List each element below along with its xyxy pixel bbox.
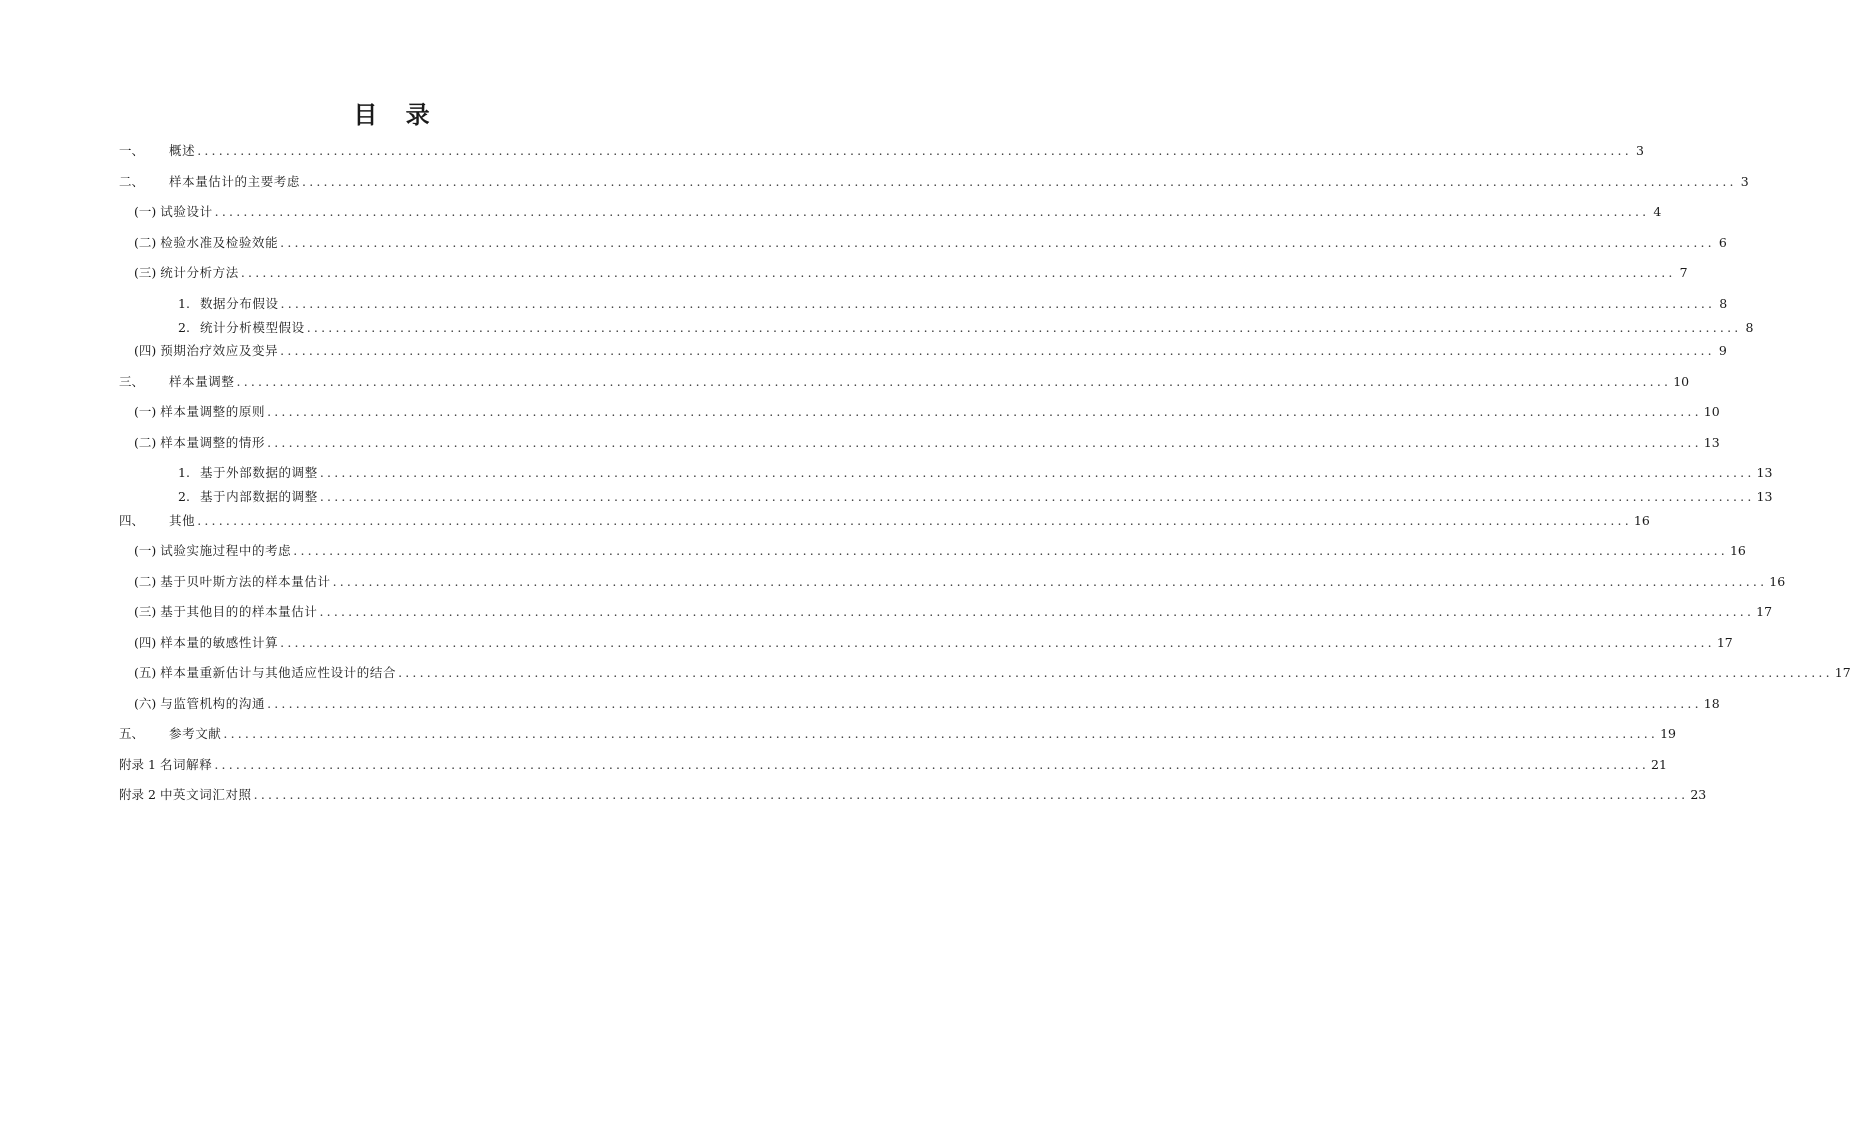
leader-dots: ........................................................................................................................................................................................................ — [197, 513, 1632, 528]
toc-label: 基于其他目的的样本量估计 — [160, 604, 318, 619]
toc-link[interactable] — [134, 433, 1720, 453]
toc-page-number: 7 — [1679, 265, 1688, 280]
toc-label: 基于贝叶斯方法的样本量估计 — [160, 574, 331, 589]
leader-dots: ........................................................................................................................................................................................................ — [240, 265, 1676, 280]
leader-dots: ........................................................................................................................................................................................................ — [223, 726, 1659, 741]
leader-dots: ........................................................................................................................................................................................................ — [197, 143, 1632, 158]
toc-link[interactable] — [119, 141, 1644, 161]
leader-dots: ........................................................................................................................................................................................................ — [398, 665, 1833, 680]
toc-label: 样本量调整的原则 — [160, 404, 266, 419]
toc-entry — [134, 263, 1688, 283]
leader-dots: ........................................................................................................................................................................................................ — [280, 296, 1716, 311]
toc-page-number: 10 — [1703, 404, 1720, 419]
toc-page-number: 17 — [1756, 604, 1773, 619]
toc-link[interactable] — [119, 511, 1650, 531]
toc-number: (三) — [134, 265, 157, 280]
toc-page-number: 21 — [1651, 757, 1667, 772]
toc-link[interactable] — [134, 602, 1773, 622]
leader-dots: ........................................................................................................................................................................................................ — [319, 489, 1755, 504]
toc-entry — [119, 785, 1707, 805]
toc-entry — [134, 402, 1720, 422]
toc-label: 样本量调整的情形 — [160, 435, 266, 450]
toc-entry — [178, 487, 1773, 507]
toc-link[interactable] — [134, 694, 1720, 714]
toc-number: (四) — [134, 635, 157, 650]
toc-page-number: 3 — [1740, 174, 1749, 189]
toc-page-number: 16 — [1633, 513, 1650, 528]
toc-label: 样本量调整 — [169, 374, 235, 389]
toc-link[interactable] — [119, 724, 1676, 744]
toc-entry — [134, 341, 1727, 361]
toc-label: 基于内部数据的调整 — [199, 489, 318, 504]
toc-entry — [134, 663, 1851, 683]
leader-dots: ........................................................................................................................................................................................................ — [267, 404, 1702, 419]
toc-number: 附录 1 — [119, 757, 156, 772]
toc-entry — [134, 572, 1786, 592]
toc-number: 五、 — [119, 726, 145, 741]
toc-page-number: 23 — [1690, 787, 1707, 802]
toc-label: 样本量估计的主要考虑 — [169, 174, 301, 189]
toc-number: 三、 — [119, 374, 145, 389]
toc-entry — [119, 372, 1690, 392]
toc-label: 试验实施过程中的考虑 — [160, 543, 292, 558]
leader-dots: ........................................................................................................................................................................................................ — [280, 235, 1715, 250]
toc-number: 一、 — [119, 143, 145, 158]
toc-link[interactable] — [134, 233, 1727, 253]
toc-label: 与监管机构的沟通 — [160, 696, 266, 711]
toc-number: (一) — [134, 204, 157, 219]
toc-entry — [134, 433, 1720, 453]
toc-page-number: 8 — [1719, 296, 1728, 311]
toc-number: 1. — [178, 465, 190, 480]
toc-number: (一) — [134, 543, 157, 558]
toc-link[interactable] — [134, 541, 1746, 561]
toc-number: (六) — [134, 696, 157, 711]
toc-label: 统计分析方法 — [160, 265, 239, 280]
toc-entry — [134, 694, 1720, 714]
toc-number: 四、 — [119, 513, 145, 528]
toc-page-number: 6 — [1718, 235, 1727, 250]
toc-link[interactable] — [178, 318, 1754, 338]
toc-label: 中英文词汇对照 — [159, 787, 252, 802]
toc-link[interactable] — [178, 294, 1728, 314]
toc-label: 试验设计 — [160, 204, 213, 219]
toc-number: 附录 2 — [119, 787, 156, 802]
toc-number: 2. — [178, 489, 190, 504]
toc-page-number: 9 — [1718, 343, 1727, 358]
toc-link[interactable] — [178, 487, 1773, 507]
toc-entry — [119, 172, 1749, 192]
toc-link[interactable] — [119, 372, 1690, 392]
toc-label: 数据分布假设 — [199, 296, 279, 311]
toc-entry — [134, 633, 1733, 653]
toc-entry — [178, 463, 1773, 483]
toc-label: 统计分析模型假设 — [199, 320, 305, 335]
page-title: 目 录 — [353, 101, 440, 129]
toc-link[interactable] — [119, 172, 1749, 192]
toc-entry — [134, 602, 1773, 622]
leader-dots: ........................................................................................................................................................................................................ — [253, 787, 1689, 802]
toc-label: 名词解释 — [159, 757, 213, 772]
toc-page-number: 19 — [1660, 726, 1676, 741]
toc-page-number: 13 — [1703, 435, 1720, 450]
toc-entry — [119, 724, 1676, 744]
leader-dots: ........................................................................................................................................................................................................ — [214, 757, 1650, 772]
toc-label: 概述 — [169, 143, 196, 158]
toc-entry — [178, 318, 1754, 338]
toc-entry — [178, 294, 1728, 314]
toc-page-number: 18 — [1703, 696, 1720, 711]
leader-dots: ........................................................................................................................................................................................................ — [293, 543, 1728, 558]
toc-number: (四) — [134, 343, 157, 358]
toc-label: 检验水准及检验效能 — [160, 235, 279, 250]
toc-link[interactable] — [178, 463, 1773, 483]
toc-page-number: 3 — [1635, 143, 1644, 158]
toc-number: 二、 — [119, 174, 145, 189]
leader-dots: ........................................................................................................................................................................................................ — [280, 635, 1715, 650]
toc-number: (五) — [134, 665, 157, 680]
toc-label: 参考文献 — [169, 726, 222, 741]
toc-number: 1. — [178, 296, 190, 311]
toc-link[interactable] — [134, 633, 1733, 653]
toc-link[interactable] — [134, 402, 1720, 422]
toc-number: (二) — [134, 574, 157, 589]
leader-dots: ........................................................................................................................................................................................................ — [302, 174, 1737, 189]
leader-dots: ........................................................................................................................................................................................................ — [267, 696, 1702, 711]
toc-label: 基于外部数据的调整 — [199, 465, 318, 480]
leader-dots: ........................................................................................................................................................................................................ — [306, 320, 1742, 335]
leader-dots: ........................................................................................................................................................................................................ — [332, 574, 1768, 589]
toc-label: 其他 — [169, 513, 196, 528]
toc-page-number: 13 — [1756, 489, 1773, 504]
leader-dots: ........................................................................................................................................................................................................ — [236, 374, 1672, 389]
toc-number: (三) — [134, 604, 157, 619]
toc-link[interactable] — [134, 341, 1727, 361]
toc-page-number: 16 — [1729, 543, 1746, 558]
toc-page-number: 17 — [1716, 635, 1733, 650]
toc-entry — [134, 541, 1746, 561]
leader-dots: ........................................................................................................................................................................................................ — [214, 204, 1650, 219]
leader-dots: ........................................................................................................................................................................................................ — [280, 343, 1715, 358]
toc-entry — [134, 202, 1662, 222]
toc-label: 样本量的敏感性计算 — [160, 635, 279, 650]
toc-link[interactable] — [119, 755, 1667, 775]
toc-number: (二) — [134, 435, 157, 450]
toc-link[interactable] — [134, 663, 1851, 683]
leader-dots: ........................................................................................................................................................................................................ — [319, 465, 1755, 480]
toc-page-number: 4 — [1653, 204, 1662, 219]
toc-link[interactable] — [134, 202, 1662, 222]
toc-number: 2. — [178, 320, 190, 335]
leader-dots: ........................................................................................................................................................................................................ — [319, 604, 1755, 619]
toc-page-number: 16 — [1769, 574, 1786, 589]
toc-number: (二) — [134, 235, 157, 250]
leader-dots: ........................................................................................................................................................................................................ — [267, 435, 1702, 450]
toc-label: 预期治疗效应及变异 — [160, 343, 279, 358]
toc-entry — [119, 755, 1667, 775]
toc-page-number: 10 — [1673, 374, 1690, 389]
toc-link[interactable] — [134, 263, 1688, 283]
toc-link[interactable] — [134, 572, 1786, 592]
toc-page-number: 13 — [1756, 465, 1773, 480]
toc-number: (一) — [134, 404, 157, 419]
toc-label: 样本量重新估计与其他适应性设计的结合 — [160, 665, 397, 680]
toc-entry — [134, 233, 1727, 253]
toc-page-number: 8 — [1745, 320, 1754, 335]
toc-link[interactable] — [119, 785, 1707, 805]
toc-entry — [119, 141, 1644, 161]
toc-entry — [119, 511, 1650, 531]
toc-page-number: 17 — [1834, 665, 1851, 680]
